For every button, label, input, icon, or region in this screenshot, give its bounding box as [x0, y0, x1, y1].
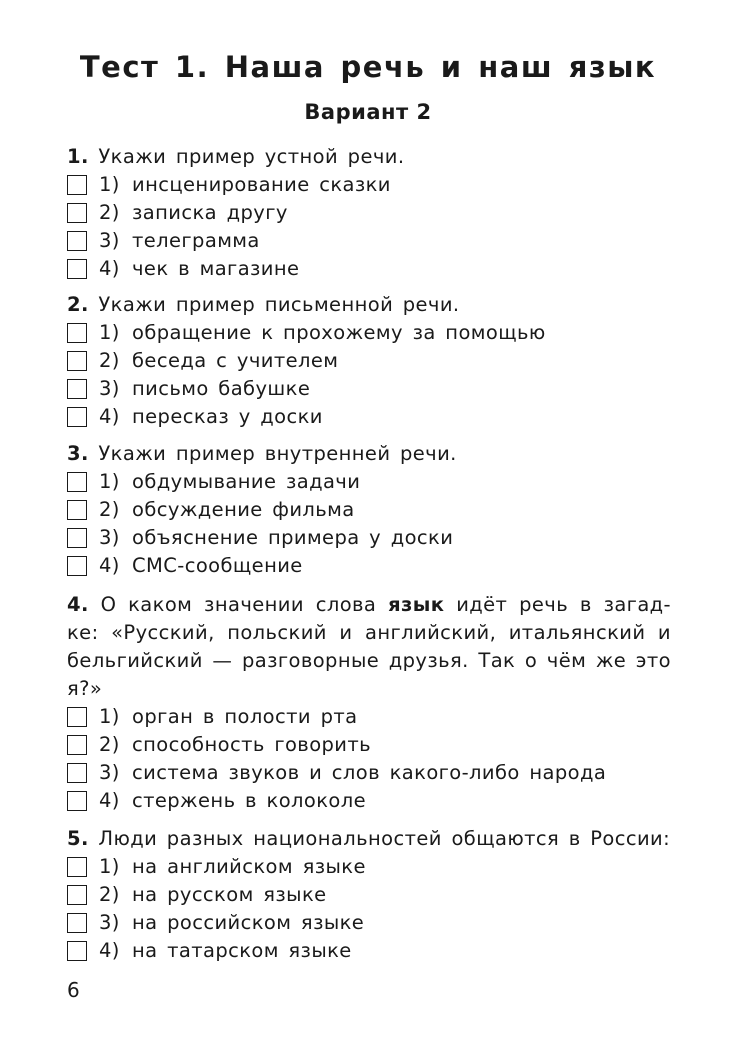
- question-2: [67, 291, 671, 431]
- option-number: 2): [99, 733, 120, 756]
- answer-checkbox[interactable]: [67, 556, 87, 576]
- answer-option: [67, 171, 671, 199]
- question-text: [67, 291, 671, 319]
- answer-checkbox[interactable]: [67, 707, 87, 727]
- question-keyword: язык: [388, 593, 445, 616]
- option-label: объяснение примера у доски: [132, 526, 454, 549]
- option-label: записка другу: [132, 201, 288, 224]
- question-prompt-riddle: идёт речь в загад-ке: «Русский, польский и английский, итальянский и бельгийский — разговорные друзья. Так о чём же это я?»: [67, 593, 671, 700]
- answer-option: [67, 853, 671, 881]
- option-number: 2): [99, 883, 120, 906]
- page-title: Тест 1. Наша речь и наш язык: [79, 50, 657, 84]
- option-number: 2): [99, 349, 120, 372]
- variant-heading: Вариант 2: [304, 100, 432, 124]
- question-1: [67, 143, 671, 283]
- question-prompt: Укажи пример устной речи.: [88, 145, 405, 168]
- question-number: 2.: [67, 293, 89, 316]
- answer-checkbox[interactable]: [67, 351, 87, 371]
- question-text: [67, 591, 671, 703]
- option-label: пересказ у доски: [132, 405, 323, 428]
- question-number: 1.: [67, 145, 89, 168]
- answer-option: [67, 319, 671, 347]
- option-label: способность говорить: [132, 733, 372, 756]
- option-label: на российском языке: [132, 911, 365, 934]
- option-label: орган в полости рта: [132, 705, 358, 728]
- option-label: обращение к прохожему за помощью: [132, 321, 546, 344]
- question-number: 3.: [67, 442, 89, 465]
- option-label: на русском языке: [132, 883, 327, 906]
- question-4: [67, 591, 671, 815]
- option-number: 3): [99, 761, 120, 784]
- answer-checkbox[interactable]: [67, 528, 87, 548]
- answer-option: [67, 199, 671, 227]
- answer-option: [67, 496, 671, 524]
- question-3: [67, 440, 671, 580]
- answer-option: [67, 375, 671, 403]
- option-number: 3): [99, 229, 120, 252]
- question-prompt: Люди разных национальностей общаются в России:: [88, 827, 671, 850]
- answer-checkbox[interactable]: [67, 203, 87, 223]
- option-label: обсуждение фильма: [132, 498, 355, 521]
- question-prompt-start: О каком значении слова: [88, 593, 389, 616]
- answer-checkbox[interactable]: [67, 500, 87, 520]
- option-label: система звуков и слов какого-либо народа: [132, 761, 607, 784]
- option-label: инсценирование сказки: [132, 173, 391, 196]
- answer-option: [67, 909, 671, 937]
- answer-checkbox[interactable]: [67, 763, 87, 783]
- option-label: СМС-сообщение: [132, 554, 303, 577]
- option-number: 1): [99, 705, 120, 728]
- option-number: 4): [99, 939, 120, 962]
- option-label: телеграмма: [132, 229, 260, 252]
- option-number: 2): [99, 201, 120, 224]
- answer-checkbox[interactable]: [67, 231, 87, 251]
- answer-option: [67, 524, 671, 552]
- answer-checkbox[interactable]: [67, 735, 87, 755]
- answer-checkbox[interactable]: [67, 913, 87, 933]
- option-number: 1): [99, 855, 120, 878]
- answer-checkbox[interactable]: [67, 857, 87, 877]
- question-text: [67, 143, 671, 171]
- option-number: 1): [99, 173, 120, 196]
- answer-checkbox[interactable]: [67, 175, 87, 195]
- answer-checkbox[interactable]: [67, 885, 87, 905]
- answer-option: [67, 731, 671, 759]
- option-number: 3): [99, 526, 120, 549]
- option-number: 4): [99, 789, 120, 812]
- answer-option: [67, 227, 671, 255]
- question-prompt: Укажи пример внутренней речи.: [88, 442, 457, 465]
- answer-option: [67, 759, 671, 787]
- answer-option: [67, 937, 671, 965]
- option-label: чек в магазине: [132, 257, 300, 280]
- answer-option: [67, 787, 671, 815]
- answer-checkbox[interactable]: [67, 407, 87, 427]
- option-number: 1): [99, 470, 120, 493]
- option-label: на английском языке: [132, 855, 366, 878]
- question-number: 5.: [67, 827, 89, 850]
- question-text: [67, 440, 671, 468]
- answer-option: [67, 881, 671, 909]
- page-number: 6: [67, 978, 80, 1002]
- answer-option: [67, 468, 671, 496]
- answer-checkbox[interactable]: [67, 941, 87, 961]
- answer-option: [67, 255, 671, 283]
- question-text: [67, 825, 671, 853]
- option-number: 2): [99, 498, 120, 521]
- answer-checkbox[interactable]: [67, 259, 87, 279]
- option-number: 4): [99, 405, 120, 428]
- option-number: 4): [99, 554, 120, 577]
- answer-checkbox[interactable]: [67, 379, 87, 399]
- option-label: письмо бабушке: [132, 377, 311, 400]
- option-label: беседа с учителем: [132, 349, 339, 372]
- answer-option: [67, 403, 671, 431]
- option-number: 3): [99, 377, 120, 400]
- option-number: 4): [99, 257, 120, 280]
- question-prompt: Укажи пример письменной речи.: [88, 293, 460, 316]
- answer-checkbox[interactable]: [67, 472, 87, 492]
- answer-checkbox[interactable]: [67, 323, 87, 343]
- option-label: стержень в колоколе: [132, 789, 367, 812]
- option-label: на татарском языке: [132, 939, 352, 962]
- option-label: обдумывание задачи: [132, 470, 361, 493]
- option-number: 1): [99, 321, 120, 344]
- answer-option: [67, 703, 671, 731]
- answer-option: [67, 347, 671, 375]
- question-number: 4.: [67, 593, 89, 616]
- question-5: [67, 825, 671, 965]
- option-number: 3): [99, 911, 120, 934]
- answer-option: [67, 552, 671, 580]
- answer-checkbox[interactable]: [67, 791, 87, 811]
